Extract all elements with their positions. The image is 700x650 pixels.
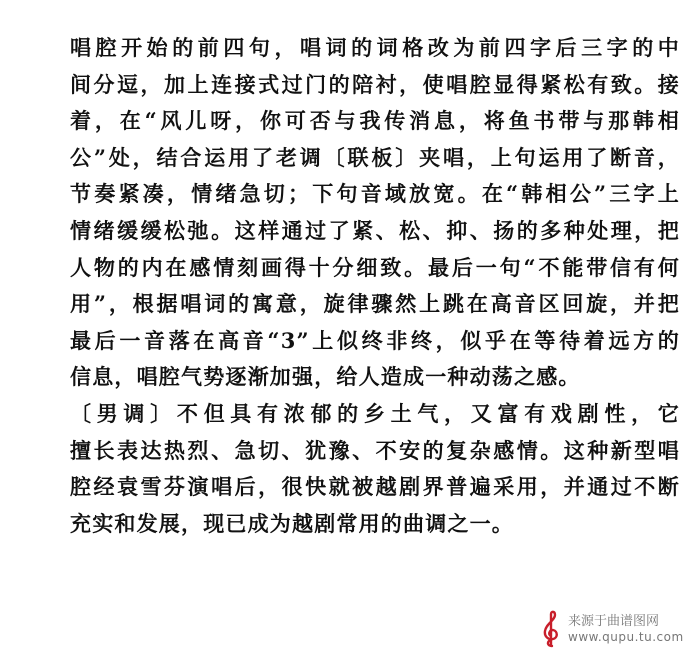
watermark xyxy=(538,608,698,650)
text-line: 情绪缓缓松弛。这样通过了紧、松、抑、扬的多种处理，把 xyxy=(70,217,680,243)
text-line: 擅长表达热烈、急切、犹豫、不安的复杂感情。这种新型唱 xyxy=(70,437,680,463)
text-line: 间分逗，加上连接式过门的陪衬，使唱腔显得紧松有致。接 xyxy=(70,71,680,97)
text-line: 充实和发展，现已成为越剧常用的曲调之一。 xyxy=(70,510,514,536)
body-text xyxy=(70,30,680,542)
text-line: 节奏紧凑，情绪急切；下句音域放宽。在“韩相公”三字上 xyxy=(70,181,680,207)
treble-clef-icon xyxy=(538,610,564,648)
watermark-url: www.qupu.tu.com xyxy=(568,630,684,644)
text-line: 〔男调〕不但具有浓郁的乡土气，又富有戏剧性，它 xyxy=(70,400,680,426)
text-line: 着，在“风儿呀，你可否与我传消息，将鱼书带与那韩相 xyxy=(70,108,680,134)
text-line: 最后一音落在高音“3”上似终非终，似乎在等待着远方的 xyxy=(70,327,680,353)
text-line: 人物的内在感情刻画得十分细致。最后一句“不能带信有何 xyxy=(70,254,680,280)
watermark-site-name: 来源于曲谱图网 xyxy=(568,614,660,629)
text-line: 用”，根据唱词的寓意，旋律骤然上跳在高音区回旋，并把 xyxy=(70,291,680,317)
text-line: 腔经袁雪芬演唱后，很快就被越剧界普遍采用，并通过不断 xyxy=(70,474,680,500)
text-line: 信息，唱腔气势逐渐加强，给人造成一种动荡之感。 xyxy=(70,364,581,390)
text-line: 公”处，结合运用了老调〔联板〕夹唱，上句运用了断音， xyxy=(70,144,680,170)
text-line: 唱腔开始的前四句，唱词的词格改为前四字后三字的中 xyxy=(70,35,680,60)
